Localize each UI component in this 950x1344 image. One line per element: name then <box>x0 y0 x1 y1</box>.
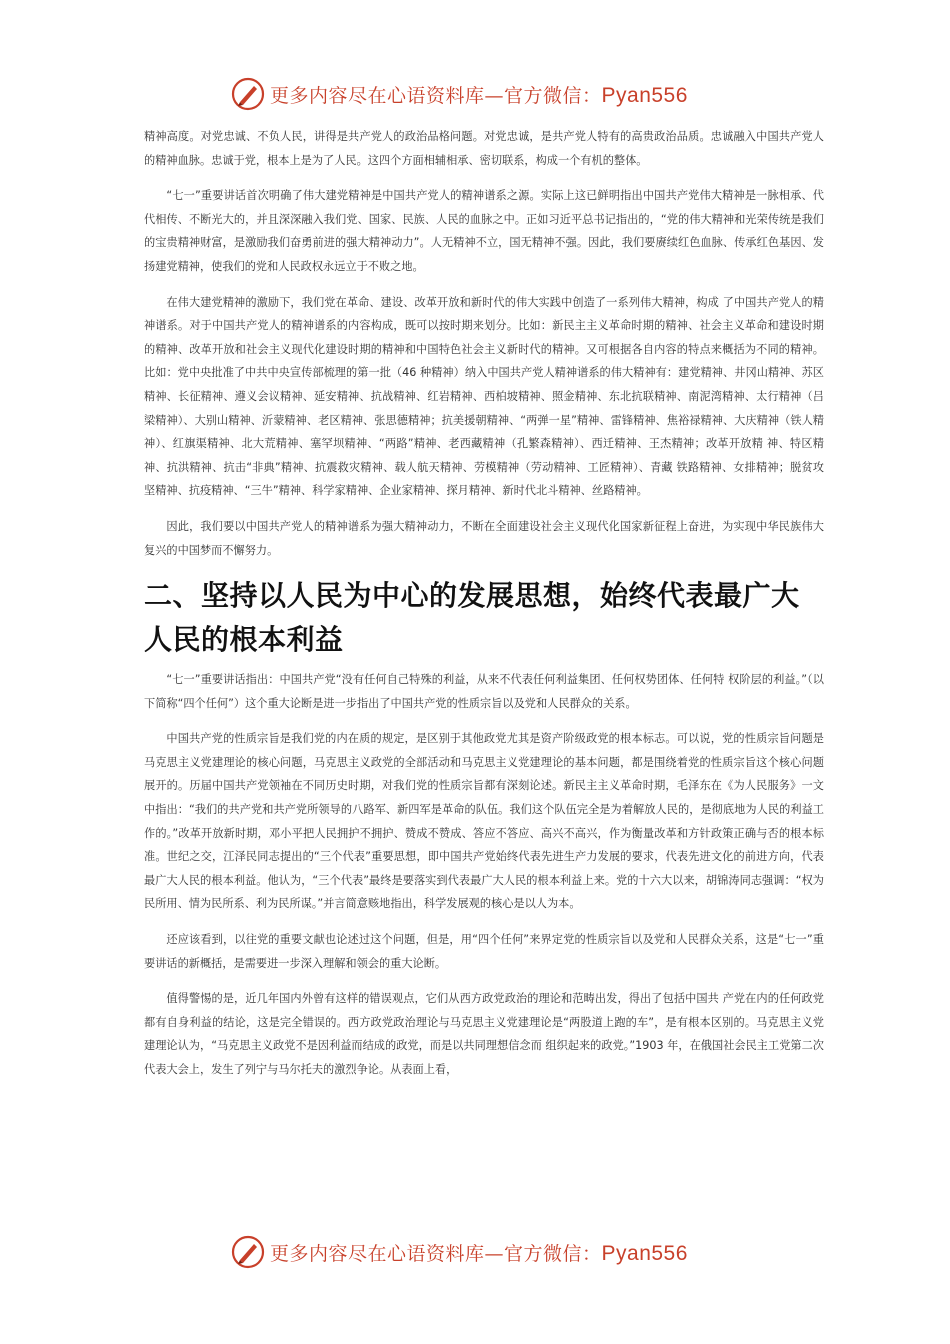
section-after <box>144 668 824 1082</box>
paragraph: 精神高度。对党忠诚、不负人民，讲得是共产党人的政治品格问题。对党忠诚，是共产党人特有的高贵政治品质。忠诚融入中国共产党人的精神血脉。忠诚于党，根本上是为了人民。这四个方面相辅相承、密切联系，构成一个有机的整体。 <box>144 130 824 167</box>
paragraph: 值得警惕的是，近几年国内外曾有这样的错误观点，它们从西方政党政治的理论和范畴出发，得出了包括中国共 产党在内的任何政党都有自身利益的结论，这是完全错误的。西方政党政治理论与马克思主义党建理论是“两股道上跑的车”，是有根本区别的。马克思主义党建理论认为，“马克思主义政党不是因利益而结成的政党，而是以共同理想信念而 组织起来的政党。”1903 年，在俄国社会民主工党第二次代表大会上，发生了列宁与马尔托夫的激烈争论。从表面上看， <box>144 992 824 1076</box>
header-banner <box>230 74 730 114</box>
wechat-id: Pyan556 <box>601 1241 688 1265</box>
banner-text <box>270 81 688 108</box>
paragraph: 中国共产党的性质宗旨是我们党的内在质的规定，是区别于其他政党尤其是资产阶级政党的根本标志。可以说，党的性质宗旨问题是马克思主义党建理论的核心问题，马克思主义政党的全部活动和马克思主义党建理论的基本问题，都是围绕着党的性质宗旨这个核心问题展开的。历届中国共产党领袖在不同历史时期，对我们党的性质宗旨都有深刻论述。新民主主义革命时期，毛泽东在《为人民服务》一文中指出：“我们的共产党和共产党所领导的八路军、新四军是革命的队伍。我们这个队伍完全是为着解放人民的，是彻底地为人民的利益工作的。”改革开放新时期，邓小平把人民拥护不拥护、赞成不赞成、答应不答应、高兴不高兴，作为衡量改革和方针政策正确与否的根本标准。世纪之交，江泽民同志提出的“三个代表”重要思想，即中国共产党始终代表先进生产力发展的要求，代表先进文化的前进方向，代表最广大人民的根本利益。他认为，“三个代表”最终是要落实到代表最广大人民的根本利益上来。党的十六大以来，胡锦涛同志强调：“权为民所用、情为民所系、利为民所谋。”并言简意赅地指出，科学发展观的核心是以人为本。 <box>144 732 824 911</box>
wechat-id: Pyan556 <box>601 83 688 107</box>
footer-banner <box>230 1232 730 1272</box>
paragraph: “七一”重要讲话首次明确了伟大建党精神是中国共产党人的精神谱系之源。实际上这已鲜明指出中国共产党伟大精神是一脉相承、代代相传、不断光大的，并且深深融入我们党、国家、民族、人民的血脉之中。正如习近平总书记指出的，“党的伟大精神和光荣传统是我们的宝贵精神财富，是激励我们奋勇前进的强大精神动力”。人无精神不立，国无精神不强。因此，我们要赓续红色血脉、传承红色基因、发扬建党精神，使我们的党和人民政权永远立于不败之地。 <box>144 189 824 273</box>
document-body <box>144 125 824 1094</box>
pen-logo-icon <box>230 76 266 112</box>
section-before <box>144 125 824 562</box>
banner-label: 更多内容尽在心语资料库—官方微信： <box>270 1242 602 1265</box>
banner-label: 更多内容尽在心语资料库—官方微信： <box>270 84 602 107</box>
section-heading: 二、坚持以人民为中心的发展思想，始终代表最广大人民的根本利益 <box>144 579 800 657</box>
paragraph: 在伟大建党精神的激励下，我们党在革命、建设、改革开放和新时代的伟大实践中创造了一系列伟大精神，构成 了中国共产党人的精神谱系。对于中国共产党人的精神谱系的内容构成，既可以按时期来划分。比如：新民主主义革命时期的精神、社会主义革命和建设时期的精神、改革开放和社会主义现代化建设时期的精神和中国特色社会主义新时代的精神。又可根据各自内容的特点来概括为不同的精神。比如：党中央批准了中共中央宣传部梳理的第一批（46 种精神）纳入中国共产党人精神谱系的伟大精神有：建党精神、井冈山精神、苏区精神、长征精神、遵义会议精神、延安精神、抗战精神、红岩精神、西柏坡精神、照金精神、东北抗联精神、南泥湾精神、太行精神（吕梁精神）、大别山精神、沂蒙精神、老区精神、张思德精神；抗美援朝精神、“两弹一星”精神、雷锋精神、焦裕禄精神、大庆精神（铁人精神）、红旗渠精神、北大荒精神、塞罕坝精神、“两路”精神、老西藏精神（孔繁森精神）、西迁精神、王杰精神；改革开放精 神、特区精神、抗洪精神、抗击“非典”精神、抗震救灾精神、载人航天精神、劳模精神（劳动精神、工匠精神）、青藏 铁路精神、女排精神；脱贫攻坚精神、抗疫精神、“三牛”精神、科学家精神、企业家精神、探月精神、新时代北斗精神、丝路精神。 <box>144 295 824 498</box>
paragraph: “七一”重要讲话指出：中国共产党“没有任何自己特殊的利益，从来不代表任何利益集团、任何权势团体、任何特 权阶层的利益。”（以下简称“四个任何”）这个重大论断是进一步指出了中国共产党的性质宗旨以及党和人民群众的关系。 <box>144 673 824 710</box>
paragraph: 因此，我们要以中国共产党人的精神谱系为强大精神动力，不断在全面建设社会主义现代化国家新征程上奋进，为实现中华民族伟大复兴的中国梦而不懈努力。 <box>144 519 824 557</box>
paragraph: 还应该看到，以往党的重要文献也论述过这个问题，但是，用“四个任何”来界定党的性质宗旨以及党和人民群众关系，这是“七一”重要讲话的新概括，是需要进一步深入理解和领会的重大论断。 <box>144 933 824 970</box>
pen-logo-icon <box>230 1234 266 1270</box>
banner-text <box>270 1239 688 1266</box>
